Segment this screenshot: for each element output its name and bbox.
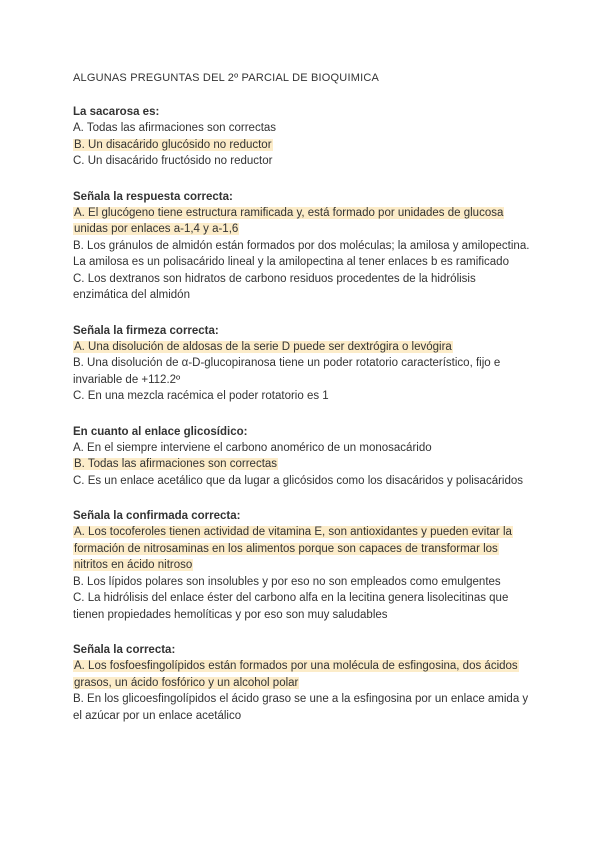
- answer-option: [73, 473, 533, 490]
- question-heading: Señala la correcta:: [73, 644, 176, 656]
- answer-text: B. Todas las afirmaciones son correctas: [74, 458, 278, 470]
- answer-text: A. Los tocoferoles tienen actividad de vitamina E, son antioxidantes y pueden evitar la formación de nitrosaminas en los alimentos porque son capaces de transformar los nitritos en ácido nitroso: [74, 526, 512, 571]
- answer-text: A. El glucógeno tiene estructura ramificada y, está formado por unidades de glucosa unidas por enlaces a-1,4 y a-1,6: [74, 206, 504, 235]
- answer-text: A. En el siempre interviene el carbono anomérico de un monosacárido: [73, 441, 432, 454]
- answer-text: B. Un disacárido glucósido no reductor: [74, 138, 272, 151]
- answer-text: B. Los lípidos polares son insolubles y por eso no son empleados como emulgentes: [73, 575, 501, 588]
- answer-option-highlighted: [73, 339, 533, 356]
- answer-text: C. Es un enlace acetálico que da lugar a glicósidos como los disacáridos y polisacáridos: [73, 474, 524, 487]
- answer-option: [73, 388, 533, 405]
- answer-option: [73, 153, 533, 170]
- answer-option: [73, 120, 533, 137]
- answer-text: A. Los fosfoesfingolípidos están formados por una molécula de esfingosina, dos ácidos grasos, un ácido fosfórico y un alcohol polar: [74, 660, 518, 689]
- question-heading: Señala la firmeza correcta:: [73, 324, 219, 337]
- document-page: [73, 70, 533, 743]
- answer-text: B. Una disolución de α-D-glucopiranosa tiene un poder rotatorio característico, fijo e invariable de +112.2º: [73, 357, 501, 386]
- question-1: [73, 104, 533, 170]
- answer-option: [73, 355, 533, 388]
- answer-option: [73, 271, 533, 304]
- answer-option-highlighted: [73, 205, 533, 238]
- question-4: [73, 424, 533, 490]
- answer-option: [73, 238, 533, 271]
- answer-text: A. Una disolución de aldosas de la serie D puede ser dextrógira o levógira: [74, 340, 452, 353]
- question-heading: La sacarosa es:: [73, 106, 160, 118]
- question-heading: Señala la confirmada correcta:: [73, 510, 241, 522]
- question-heading: Señala la respuesta correcta:: [73, 190, 233, 203]
- answer-text: C. La hidrólisis del enlace éster del carbono alfa en la lecitina genera lisolecitinas que tienen propiedades hemolíticas y por eso son muy saludables: [73, 592, 509, 621]
- answer-option-highlighted: [73, 524, 533, 574]
- answer-text: B. Los gránulos de almidón están formados por dos moléculas; la amilosa y amilopectina. La amilosa es un polisacárido lineal y la amilopectina al tener enlaces b es ramificado: [73, 239, 530, 268]
- answer-text: A. Todas las afirmaciones son correctas: [73, 122, 277, 134]
- question-2: [73, 189, 533, 304]
- document-title: ALGUNAS PREGUNTAS DEL 2º PARCIAL DE BIOQUIMICA: [73, 72, 380, 84]
- answer-option-highlighted: [73, 137, 533, 154]
- answer-option: [73, 574, 533, 591]
- answer-text: C. Los dextranos son hidratos de carbono residuos procedentes de la hidrólisis enzimática del almidón: [73, 272, 476, 301]
- answer-option: [73, 691, 533, 724]
- answer-option-highlighted: [73, 456, 533, 473]
- answer-text: B. En los glicoesfingolípidos el ácido graso se une a la esfingosina por un enlace amida y el azúcar por un enlace acetálico: [73, 693, 529, 722]
- question-6: [73, 642, 533, 724]
- question-5: [73, 508, 533, 623]
- question-3: [73, 323, 533, 405]
- answer-option: [73, 440, 533, 457]
- question-heading: En cuanto al enlace glicosídico:: [73, 425, 248, 438]
- answer-option: [73, 590, 533, 623]
- answer-option-highlighted: [73, 658, 533, 691]
- answer-text: C. En una mezcla racémica el poder rotatorio es 1: [73, 390, 329, 402]
- answer-text: C. Un disacárido fructósido no reductor: [73, 155, 273, 167]
